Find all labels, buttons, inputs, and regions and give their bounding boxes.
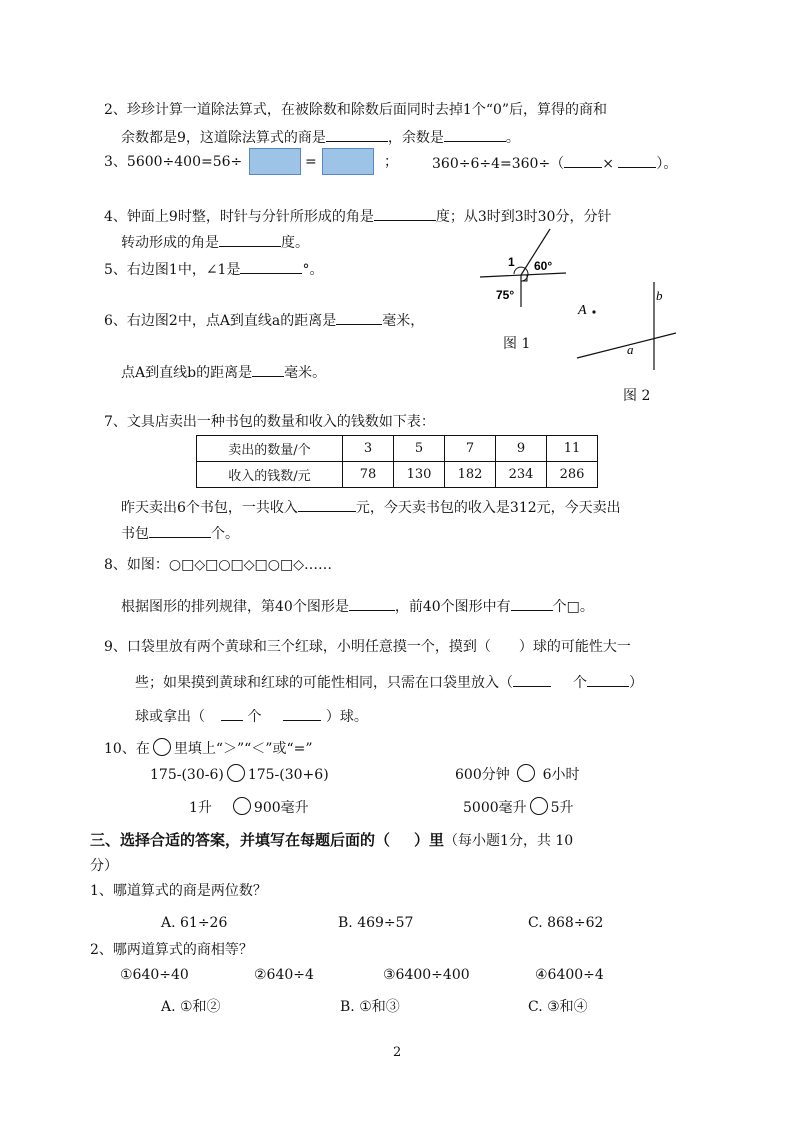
q2-text-c: 。 xyxy=(505,130,520,146)
s3q2-opt1: ①640÷40 xyxy=(120,967,189,983)
table-cell: 234 xyxy=(496,462,547,488)
q3-right-b: ）。 xyxy=(656,156,678,172)
fig2-label-b: b xyxy=(656,288,663,303)
q7-text-a: 昨天卖出6个书包，一共收入 xyxy=(121,500,298,516)
q10-text-b: 里填上“＞”“＜”或“=” xyxy=(173,741,313,757)
q6-line2 xyxy=(121,362,326,382)
table-cell: 7 xyxy=(445,436,496,462)
q2-line2 xyxy=(121,127,520,147)
q10-item2-right: 6小时 xyxy=(542,767,580,783)
q9-text-f: 球或拿出（ xyxy=(135,709,205,725)
q10-item4-right: 5升 xyxy=(550,800,574,816)
q9-blank-3[interactable] xyxy=(221,706,243,721)
figure-1 xyxy=(470,225,570,310)
q10-item-2 xyxy=(455,764,580,784)
q10-compare-circle-1[interactable] xyxy=(227,764,245,782)
q6-text-b: 毫米， xyxy=(382,313,425,329)
q8-text-b: ，前40个图形中有 xyxy=(394,599,511,615)
q6-text-d: 毫米。 xyxy=(284,365,327,381)
table-cell: 182 xyxy=(445,462,496,488)
q4-line2 xyxy=(121,232,309,252)
section-3-title-b: ）里 xyxy=(414,831,445,849)
q2-text-b: ，余数是 xyxy=(387,130,444,146)
table-cell: 11 xyxy=(547,436,598,462)
q10-text-a: 10、在 xyxy=(104,741,150,757)
s3q1-option-c: C. 868÷62 xyxy=(528,915,604,931)
q7-intro: 7、文具店卖出一种书包的数量和收入的钱数如下表： xyxy=(104,414,435,430)
q3-right xyxy=(432,153,677,173)
q6-text-a: 6、右边图2中，点A到直线a的距离是 xyxy=(104,313,337,329)
q4-blank-1[interactable] xyxy=(374,206,436,221)
s3q1-question: 1、哪道算式的商是两位数？ xyxy=(90,883,267,899)
q8-line2 xyxy=(121,596,594,616)
q9-blank-1[interactable] xyxy=(513,672,551,687)
table-cell: 3 xyxy=(343,436,394,462)
q2-line1: 2、珍珍计算一道除法算式，在被除数和除数后面同时去掉1个“0”后，算得的商和 xyxy=(104,102,608,118)
q10-compare-circle-3[interactable] xyxy=(233,797,251,815)
section-3-title-a: 三、选择合适的答案，并填写在每题后面的（ xyxy=(90,831,391,849)
q9-text-d: 个 xyxy=(573,675,587,691)
q9-blank-2[interactable] xyxy=(587,672,629,687)
section-3-title-d: 分） xyxy=(90,858,118,874)
q5-text-a: 5、右边图1中，∠1是 xyxy=(104,262,241,278)
q9-line1 xyxy=(104,638,631,656)
q5-text-b: °。 xyxy=(302,262,324,278)
s3q2-option-b: B. ①和③ xyxy=(340,999,400,1015)
q4-text-c: 转动形成的角是 xyxy=(121,235,219,251)
q4-text-d: 度。 xyxy=(281,235,309,251)
q6-blank-2[interactable] xyxy=(252,362,284,377)
q3-left: 3、5600÷400=56÷ xyxy=(104,154,243,170)
s3q1-option-a: A. 61÷26 xyxy=(161,915,228,931)
q9-blank-4[interactable] xyxy=(283,706,321,721)
q10-compare-circle-2[interactable] xyxy=(517,764,535,782)
fig2-caption: 图 2 xyxy=(623,388,651,404)
q10-item3-right: 900毫升 xyxy=(253,800,309,816)
q9-line2 xyxy=(135,672,643,692)
q10-item1-right: 175-(30+6) xyxy=(247,767,329,783)
q6-blank-1[interactable] xyxy=(336,310,382,325)
section-3-title xyxy=(90,831,573,850)
table-cell: 286 xyxy=(547,462,598,488)
q10-item4-left: 5000毫升 xyxy=(463,800,527,816)
q4-text-b: 度；从3时到3时30分，分针 xyxy=(435,209,612,225)
q4-line1 xyxy=(104,206,611,226)
q10-item3-left: 1升 xyxy=(189,800,212,816)
q3-answer-box-1[interactable] xyxy=(249,148,301,175)
q9-text-a: 9、口袋里放有两个黄球和三个红球，小明任意摸一个，摸到（ xyxy=(104,639,491,655)
s3q2-question: 2、哪两道算式的商相等？ xyxy=(90,942,253,958)
section-3-title-c: （每小题1分，共 10 xyxy=(444,833,574,849)
q3-times: × xyxy=(602,156,614,172)
q3-separator: ； xyxy=(384,154,398,170)
fig2-point-A: A xyxy=(578,303,587,318)
s3q2-option-a: A. ①和② xyxy=(161,999,221,1015)
q3-answer-box-2[interactable] xyxy=(322,148,374,175)
q4-blank-2[interactable] xyxy=(219,232,281,247)
q8-blank-1[interactable] xyxy=(349,596,395,611)
q6-line1 xyxy=(104,310,424,330)
fig1-label-1: 1 xyxy=(508,255,515,269)
fig2-label-a: a xyxy=(627,342,634,357)
fig1-angle-75: 75° xyxy=(496,288,515,302)
s3q2-option-c: C. ③和④ xyxy=(528,999,588,1015)
q7-blank-2[interactable] xyxy=(149,523,211,538)
q10-item-1 xyxy=(150,764,329,784)
s3q2-opt4: ④6400÷4 xyxy=(535,967,604,983)
page-number: 2 xyxy=(393,1045,402,1060)
q9-text-c: 些；如果摸到黄球和红球的可能性相同，只需在口袋里放入（ xyxy=(135,675,513,691)
q10-item-4 xyxy=(463,797,574,817)
q10-item1-left: 175-(30-6) xyxy=(150,767,224,783)
q10-compare-circle-4[interactable] xyxy=(530,797,548,815)
table-row xyxy=(197,436,598,462)
q7-text-c: 书包 xyxy=(121,526,149,542)
q9-text-h: ）球。 xyxy=(325,709,368,725)
table-cell: 9 xyxy=(496,436,547,462)
table-cell: 5 xyxy=(394,436,445,462)
q7-text-b: 元，今天卖书包的收入是312元，今天卖出 xyxy=(355,500,621,516)
s3q2-opt2: ②640÷4 xyxy=(254,967,314,983)
q9-text-g: 个 xyxy=(247,709,262,725)
q10-item-3 xyxy=(189,797,309,817)
q8-text-c: 个□。 xyxy=(552,599,594,615)
q3-equals: = xyxy=(305,154,317,170)
fig1-angle-60: 60° xyxy=(534,259,553,273)
q7-line1 xyxy=(121,497,621,517)
q7-blank-1[interactable] xyxy=(298,497,356,512)
q7-line2 xyxy=(121,523,239,543)
q3-blank-2[interactable] xyxy=(618,153,656,168)
table-header-income: 收入的钱数/元 xyxy=(197,462,343,488)
q7-sales-table xyxy=(196,435,598,488)
q2-quotient-blank[interactable] xyxy=(326,127,388,142)
q10-intro xyxy=(104,738,313,758)
q4-text-a: 4、钟面上9时整，时针与分针所形成的角是 xyxy=(104,209,374,225)
q8-pattern: 8、如图：○□◇□○□◇□○□◇…… xyxy=(104,557,332,573)
q9-text-e: ） xyxy=(629,675,643,691)
q5-blank[interactable] xyxy=(240,259,302,274)
table-row xyxy=(197,462,598,488)
q6-text-c: 点A到直线b的距离是 xyxy=(121,365,253,381)
table-cell: 130 xyxy=(394,462,445,488)
q7-text-d: 个。 xyxy=(211,526,239,542)
q9-line3 xyxy=(135,706,368,726)
q10-item2-left: 600分钟 xyxy=(455,767,510,783)
s3q2-opt3: ③6400÷400 xyxy=(383,967,470,983)
q3-right-a: 360÷6÷4=360÷（ xyxy=(432,156,565,172)
fig2-point-A-dot xyxy=(592,310,595,313)
q8-blank-2[interactable] xyxy=(511,596,553,611)
q2-remainder-blank[interactable] xyxy=(444,127,506,142)
circle-icon xyxy=(153,738,171,756)
q8-text-a: 根据图形的排列规律，第40个图形是 xyxy=(121,599,349,615)
q3-blank-1[interactable] xyxy=(564,153,602,168)
table-header-quantity: 卖出的数量/个 xyxy=(197,436,343,462)
q9-text-b: ）球的可能性大一 xyxy=(518,639,631,655)
fig1-caption: 图 1 xyxy=(503,336,531,352)
table-cell: 78 xyxy=(343,462,394,488)
figure-2 xyxy=(570,280,680,370)
s3q1-option-b: B. 469÷57 xyxy=(338,915,414,931)
q2-text-a: 余数都是9，这道除法算式的商是 xyxy=(121,130,326,146)
q5-line xyxy=(104,259,323,279)
